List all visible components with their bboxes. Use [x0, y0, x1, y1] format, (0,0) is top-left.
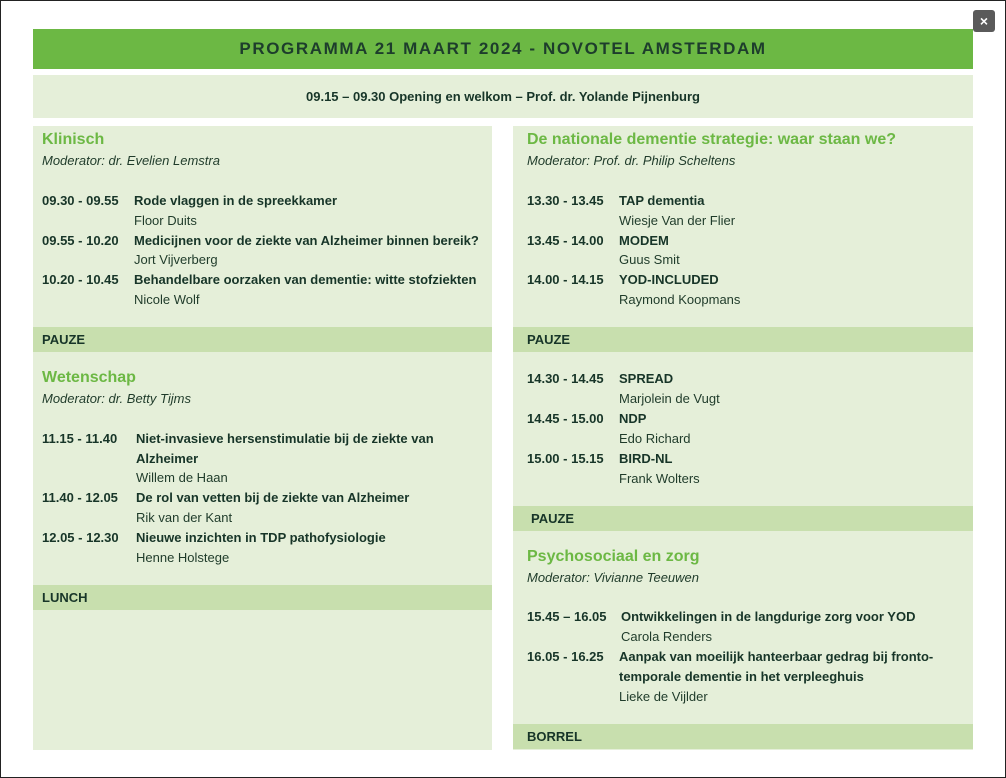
item-time: 14.45 - 15.00: [527, 411, 604, 426]
item-topic-continued: temporale dementie in het verpleeghuis: [619, 669, 864, 684]
item-speaker: Rik van der Kant: [136, 510, 233, 525]
item-speaker: Willem de Haan: [136, 470, 228, 485]
item-topic: NDP: [619, 411, 647, 426]
item-time: 14.00 - 14.15: [527, 272, 604, 287]
left-column: [33, 126, 492, 750]
section-title-strategie: De nationale dementie strategie: waar staan we?: [527, 131, 897, 148]
item-topic: Ontwikkelingen in de langdurige zorg voor YOD: [621, 609, 916, 624]
item-topic: Aanpak van moeilijk hanteerbaar gedrag bij fronto-: [619, 649, 934, 664]
moderator-psychosociaal: Moderator: Vivianne Teeuwen: [527, 570, 700, 585]
section-title-psychosociaal: Psychosociaal en zorg: [527, 548, 700, 565]
item-speaker: Floor Duits: [134, 213, 197, 228]
item-speaker: Henne Holstege: [136, 550, 230, 565]
item-topic: Nieuwe inzichten in TDP pathofysiologie: [136, 530, 386, 545]
item-time: 09.55 - 10.20: [42, 233, 119, 248]
item-topic: SPREAD: [619, 371, 674, 386]
item-speaker: Frank Wolters: [619, 471, 700, 486]
moderator-strategie: Moderator: Prof. dr. Philip Scheltens: [527, 153, 736, 168]
pauze-band: PAUZE: [33, 327, 492, 352]
item-time: 15.00 - 15.15: [527, 451, 604, 466]
section-title-klinisch: Klinisch: [42, 131, 105, 148]
right-column: [513, 126, 973, 750]
item-topic: Rode vlaggen in de spreekkamer: [134, 193, 338, 208]
moderator-klinisch: Moderator: dr. Evelien Lemstra: [42, 153, 220, 168]
item-time: 13.45 - 14.00: [527, 233, 604, 248]
item-speaker: Nicole Wolf: [134, 292, 200, 307]
item-time: 13.30 - 13.45: [527, 193, 604, 208]
lunch-band: LUNCH: [33, 585, 492, 610]
item-time: 11.40 - 12.05: [42, 490, 118, 505]
pauze-band: PAUZE: [513, 327, 973, 352]
item-topic: De rol van vetten bij de ziekte van Alzheimer: [136, 490, 410, 505]
item-topic: Niet-invasieve hersenstimulatie bij de ziekte van: [136, 431, 434, 446]
item-topic-continued: Alzheimer: [136, 451, 199, 466]
item-speaker: Carola Renders: [621, 629, 713, 644]
item-topic: Behandelbare oorzaken van dementie: witte stofziekten: [134, 272, 477, 287]
item-speaker: Marjolein de Vugt: [619, 391, 720, 406]
pauze-band: PAUZE: [513, 506, 973, 531]
item-topic: Medicijnen voor de ziekte van Alzheimer binnen bereik?: [134, 233, 479, 248]
item-topic: YOD-INCLUDED: [619, 272, 719, 287]
item-speaker: Lieke de Vijlder: [619, 689, 708, 704]
program-title: PROGRAMMA 21 MAART 2024 - NOVOTEL AMSTERDAM: [33, 29, 973, 69]
item-time: 12.05 - 12.30: [42, 530, 119, 545]
item-time: 10.20 - 10.45: [42, 272, 119, 287]
section-title-wetenschap: Wetenschap: [42, 369, 136, 386]
item-speaker: Jort Vijverberg: [134, 252, 218, 267]
item-time: 11.15 - 11.40: [42, 431, 118, 446]
close-button[interactable]: ×: [973, 10, 995, 32]
item-topic: BIRD-NL: [619, 451, 673, 466]
item-speaker: Wiesje Van der Flier: [619, 213, 736, 228]
item-time: 09.30 - 09.55: [42, 193, 119, 208]
moderator-wetenschap: Moderator: dr. Betty Tijms: [42, 391, 191, 406]
item-topic: MODEM: [619, 233, 669, 248]
item-speaker: Raymond Koopmans: [619, 292, 741, 307]
item-time: 16.05 - 16.25: [527, 649, 604, 664]
item-speaker: Edo Richard: [619, 431, 691, 446]
item-topic: TAP dementia: [619, 193, 705, 208]
item-time: 15.45 – 16.05: [527, 609, 607, 624]
borrel-band: BORREL: [513, 724, 973, 749]
item-time: 14.30 - 14.45: [527, 371, 604, 386]
item-speaker: Guus Smit: [619, 252, 680, 267]
opening-line: 09.15 – 09.30 Opening en welkom – Prof. dr. Yolande Pijnenburg: [33, 75, 973, 118]
